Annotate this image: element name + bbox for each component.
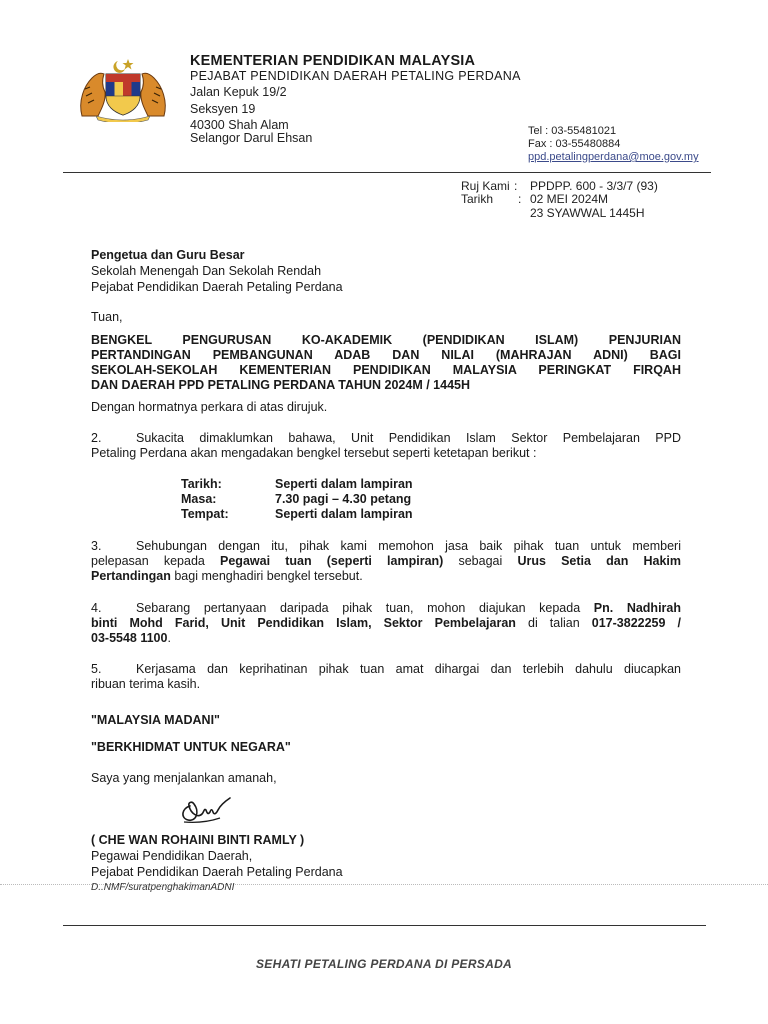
date-label: Tarikh (461, 192, 494, 206)
signatory-name: ( CHE WAN ROHAINI BINTI RAMLY ) (91, 833, 305, 847)
para-4-contact-name: Pn. Nadhirah (593, 601, 681, 615)
para-3-line-2 (91, 554, 681, 569)
footer-motto: SEHATI PETALING PERDANA DI PERSADA (256, 957, 512, 971)
slogan-malaysia-madani: "MALAYSIA MADANI" (91, 713, 220, 727)
ministry-name: KEMENTERIAN PENDIDIKAN MALAYSIA (190, 53, 476, 69)
file-reference: D..NMF/suratpenghakimanADNI (91, 882, 235, 893)
para-3-number: 3. (91, 539, 102, 553)
office-name: PEJABAT PENDIDIKAN DAERAH PETALING PERDANA (190, 69, 521, 83)
para-2-number: 2. (91, 431, 102, 445)
signatory-office: Pejabat Pendidikan Daerah Petaling Perdana (91, 865, 343, 879)
slogan-berkhidmat: "BERKHIDMAT UNTUK NEGARA" (91, 740, 291, 754)
intro-text: Dengan hormatnya perkara di atas dirujuk. (91, 400, 328, 414)
salutation: Tuan, (91, 310, 123, 324)
closing-line: Saya yang menjalankan amanah, (91, 771, 277, 785)
reference-label: Ruj Kami (461, 179, 510, 193)
details-venue-key: Tempat: (181, 507, 229, 521)
details-date-key: Tarikh: (181, 477, 222, 491)
para-2-line-1: Sukacita dimaklumkan bahawa, Unit Pendidikan Islam Sektor Pembelajaran PPD (136, 431, 681, 445)
details-row-venue (181, 507, 413, 522)
para-5-line-2: ribuan terima kasih. (91, 677, 201, 691)
subject-line-4: DAN DAERAH PPD PETALING PERDANA TAHUN 2024M / 1445H (91, 378, 470, 392)
para-4-text-a: Sebarang pertanyaan daripada pihak tuan, mohon diajukan kepada (136, 601, 594, 615)
email-link[interactable]: ppd.petalingperdana@moe.gov.my (528, 151, 699, 163)
details-date-value: Seperti dalam lampiran (275, 477, 413, 491)
details-time-key: Masa: (181, 492, 217, 506)
para-4-phone-2: 03-5548 1100 (91, 631, 168, 645)
coat-of-arms-icon (72, 56, 174, 122)
para-3-line-3 (91, 569, 681, 584)
telephone: Tel : 03-55481021 (528, 125, 617, 137)
fax: Fax : 03-55480884 (528, 138, 621, 150)
reference-colon: : (514, 179, 518, 193)
date-colon: : (518, 192, 522, 206)
details-venue-value: Seperti dalam lampiran (275, 507, 413, 521)
para-3-text-c: sebagai (443, 554, 518, 568)
para-3-role: Urus Setia dan Hakim (517, 554, 682, 568)
details-row-date (181, 477, 413, 492)
para-4-line-3 (91, 631, 681, 646)
subject-line-1: BENGKEL PENGURUSAN KO-AKADEMIK (PENDIDIKAN ISLAM) PENJURIAN (91, 333, 681, 347)
para-3-line-1: Sehubungan dengan itu, pihak kami memohon jasa baik pihak tuan untuk memberi (136, 539, 681, 553)
hijri-date: 23 SYAWWAL 1445H (530, 206, 645, 220)
para-2-line-2: Petaling Perdana akan mengadakan bengkel tersebut seperti ketetapan berikut : (91, 446, 537, 460)
para-4-line-1 (136, 601, 681, 616)
subject-line-2: PERTANDINGAN PEMBANGUNAN ADAB DAN NILAI (MAHRAJAN ADNI) BAGI (91, 348, 681, 362)
para-4-line-2 (91, 616, 681, 631)
recipient-line-1: Pengetua dan Guru Besar (91, 248, 245, 262)
para-4-text-b: di talian (515, 616, 592, 630)
details-row-time (181, 492, 413, 507)
para-4-period: . (167, 631, 171, 645)
para-5-line-1: Kerjasama dan keprihatinan pihak tuan amat dihargai dan terlebih dahulu diucapkan (136, 662, 681, 676)
subject-line-3: SEKOLAH-SEKOLAH KEMENTERIAN PENDIDIKAN MALAYSIA PERINGKAT FIRQAH (91, 363, 681, 377)
details-time-value: 7.30 pagi – 4.30 petang (275, 492, 412, 506)
details-table (181, 477, 413, 522)
para-4-phone-1: 017-3822259 / (591, 616, 681, 630)
reference-value: PPDPP. 600 - 3/3/7 (93) (530, 179, 658, 193)
para-3-role-cont: Pertandingan (91, 569, 171, 583)
recipient-line-2: Sekolah Menengah Dan Sekolah Rendah (91, 264, 322, 278)
footer-divider (63, 925, 706, 926)
para-4-contact-unit: binti Mohd Farid, Unit Pendidikan Islam, Sektor Pembelajaran (91, 616, 516, 630)
recipient-line-3: Pejabat Pendidikan Daerah Petaling Perdana (91, 280, 343, 294)
signatory-title: Pegawai Pendidikan Daerah, (91, 849, 253, 863)
para-3-text-a: pelepasan kepada (91, 554, 221, 568)
para-3-officer: Pegawai tuan (seperti lampiran) (220, 554, 444, 568)
address-line-4: Selangor Darul Ehsan (190, 131, 313, 145)
address-line-3: 40300 Shah Alam (190, 118, 289, 132)
address-line-1: Jalan Kepuk 19/2 (190, 85, 287, 99)
signature-icon (176, 792, 238, 828)
date-value: 02 MEI 2024M (530, 192, 609, 206)
para-3-text-end: bagi menghadiri bengkel tersebut. (170, 569, 363, 583)
para-4-number: 4. (91, 601, 102, 615)
para-5-number: 5. (91, 662, 102, 676)
header-divider (63, 172, 711, 173)
address-line-2: Seksyen 19 (190, 102, 256, 116)
